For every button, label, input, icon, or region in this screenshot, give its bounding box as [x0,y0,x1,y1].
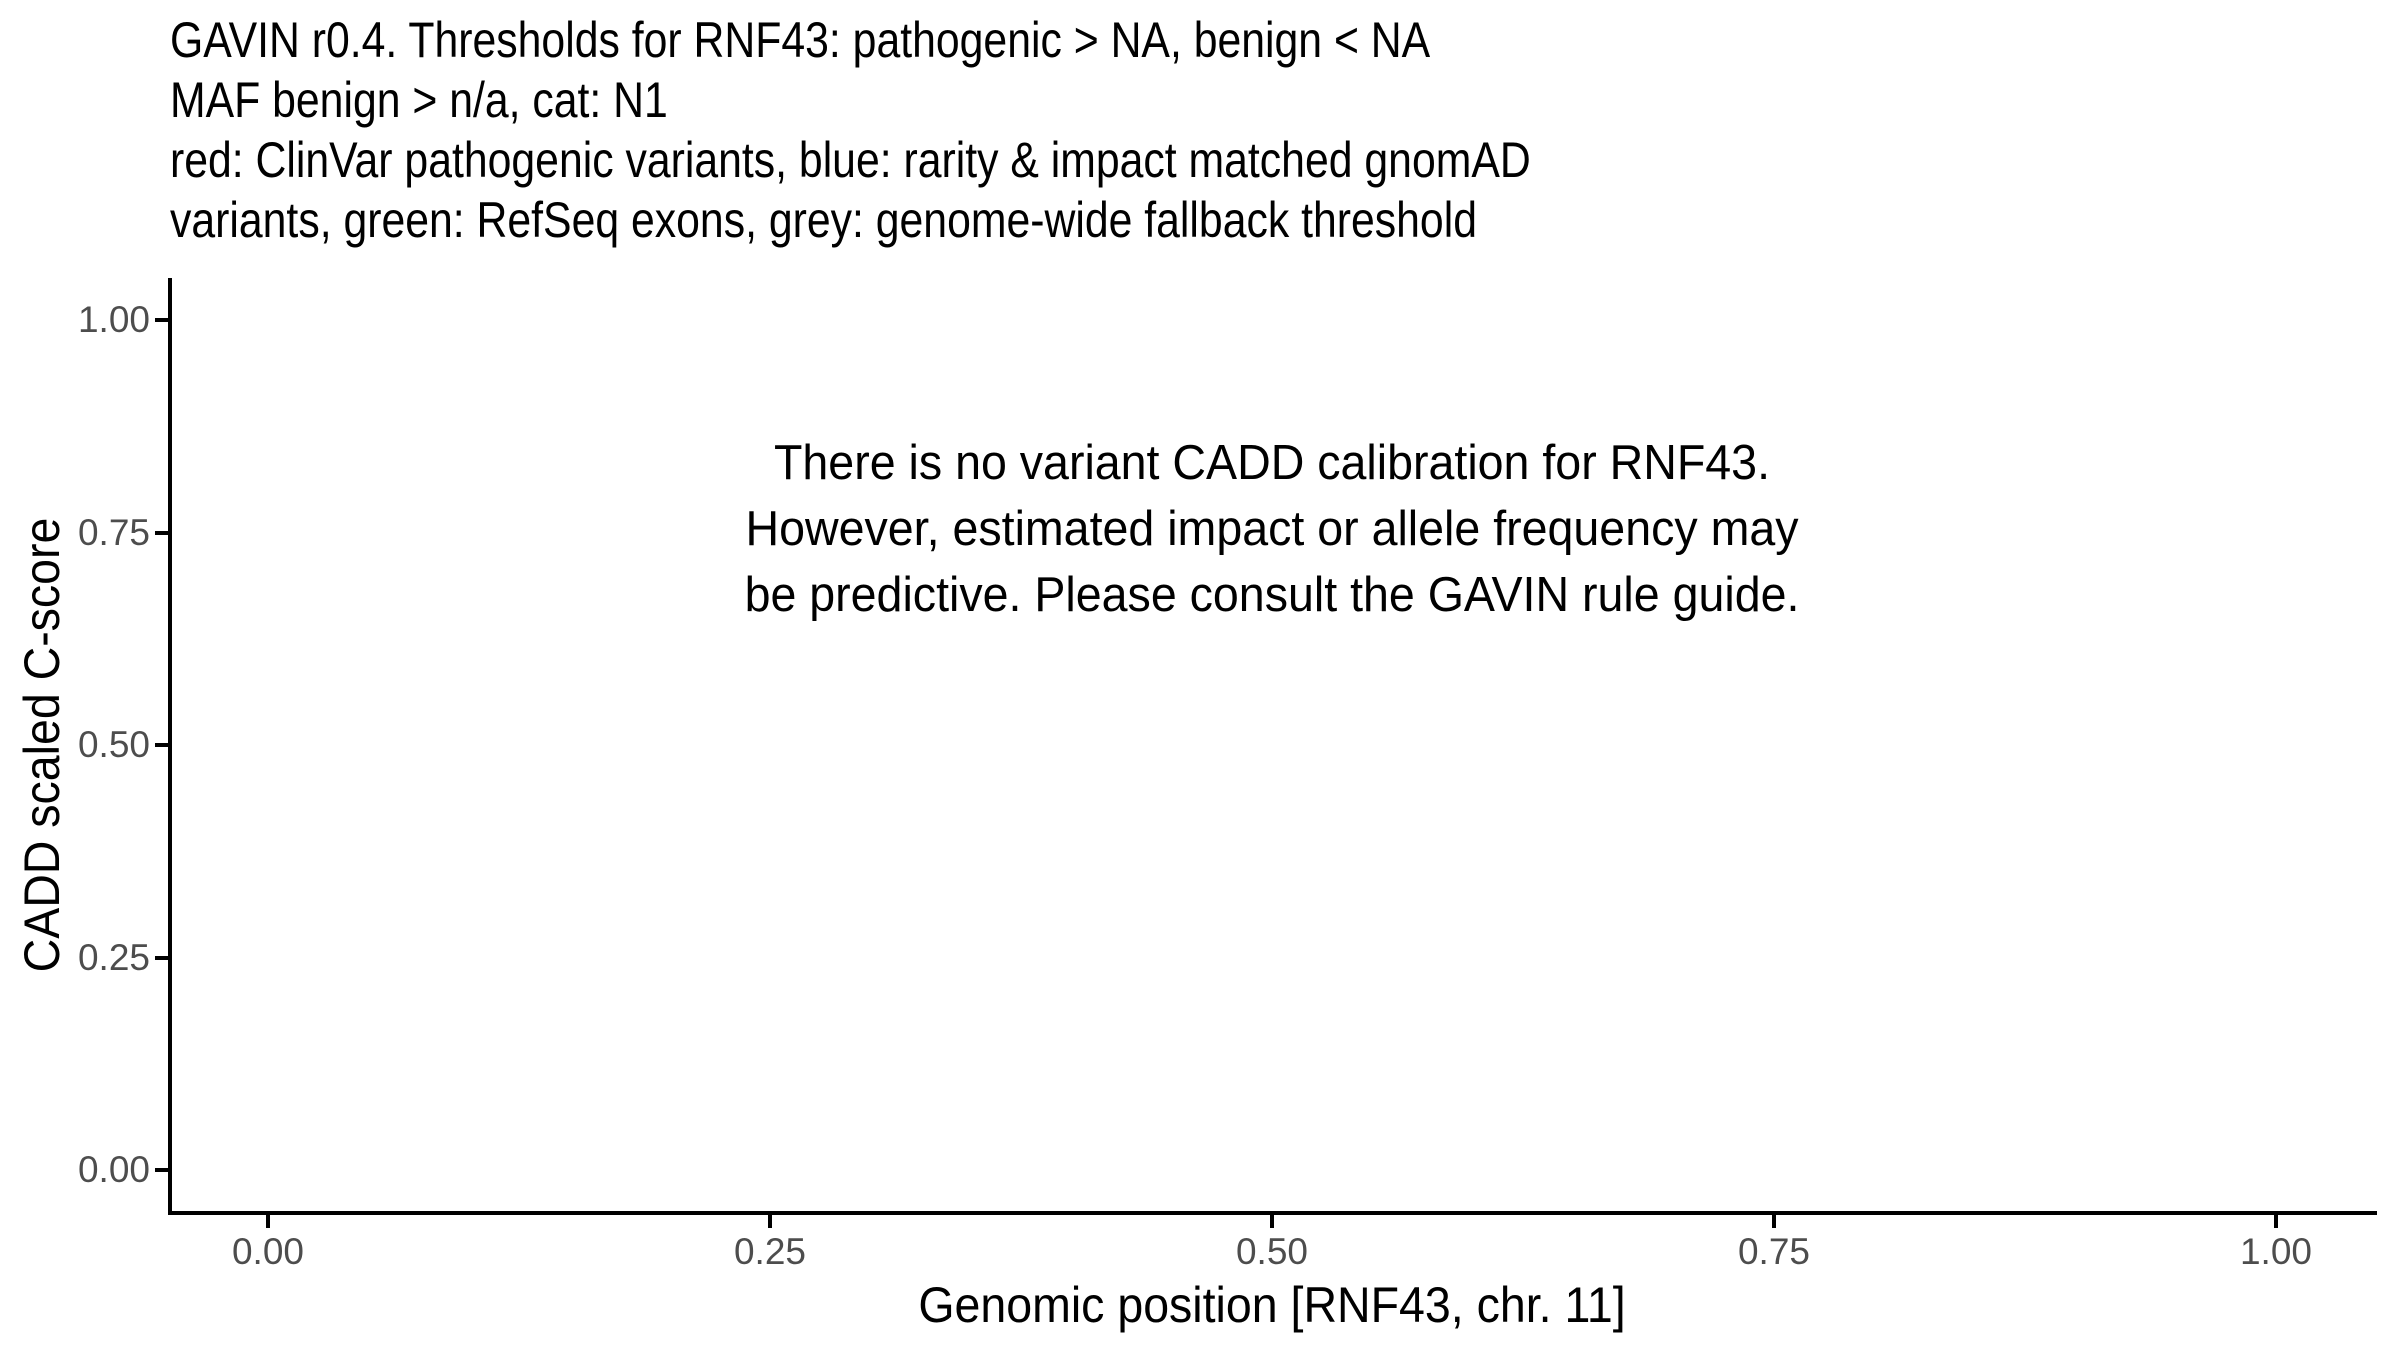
x-tick-mark-0.00 [266,1215,270,1228]
x-tick-mark-0.75 [1772,1215,1776,1228]
annotation-line-1: There is no variant CADD calibration for RNF43. [773,436,1771,490]
x-axis-title: Genomic position [RNF43, chr. 11] [918,1277,1626,1333]
x-tick-mark-1.00 [2274,1215,2278,1228]
x-tick-label-1.00: 1.00 [2239,1231,2312,1272]
plot-title-line-1: GAVIN r0.4. Thresholds for RNF43: pathogenic > NA, benign < NA [170,12,1431,68]
plot-title-line-3: red: ClinVar pathogenic variants, blue: rarity & impact matched gnomAD [170,132,1531,188]
y-tick-label-0.00: 0.00 [77,1149,150,1190]
x-tick-label-0.75: 0.75 [1737,1231,1810,1272]
x-tick-label-0.50: 0.50 [1235,1231,1308,1272]
x-tick-mark-0.25 [768,1215,772,1228]
y-tick-mark-0.50 [155,743,168,747]
y-tick-label-0.50: 0.50 [77,724,150,765]
y-tick-label-0.75: 0.75 [77,512,150,553]
plot-panel [168,278,2377,1215]
y-tick-mark-0.00 [155,1168,168,1172]
y-tick-mark-0.75 [155,531,168,535]
y-tick-label-0.25: 0.25 [77,937,150,978]
plot-title-line-4: variants, green: RefSeq exons, grey: genome-wide fallback threshold [170,192,1477,248]
plot-title [170,10,1531,250]
x-tick-label-0.25: 0.25 [733,1231,806,1272]
no-calibration-annotation [745,430,1800,628]
y-axis-title: CADD scaled C-score [14,517,70,973]
x-tick-label-0.00: 0.00 [231,1231,304,1272]
annotation-line-3: be predictive. Please consult the GAVIN rule guide. [744,568,1800,622]
x-tick-mark-0.50 [1270,1215,1274,1228]
y-tick-label-1.00: 1.00 [77,299,150,340]
plot-title-line-2: MAF benign > n/a, cat: N1 [170,72,668,128]
y-tick-mark-0.25 [155,956,168,960]
y-tick-mark-1.00 [155,318,168,322]
annotation-line-2: However, estimated impact or allele frequency may [745,502,1799,556]
